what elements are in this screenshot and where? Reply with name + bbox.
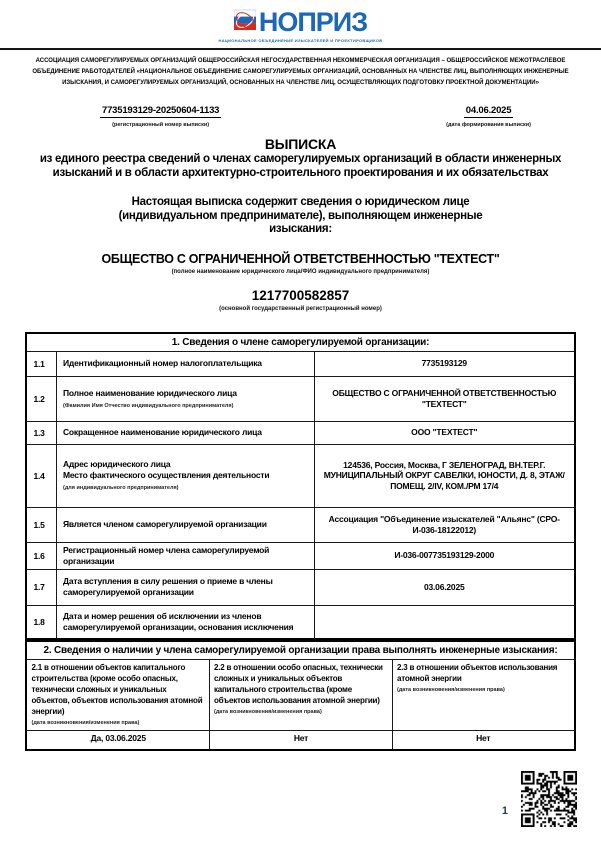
row-number: 1.8 — [26, 605, 56, 639]
extract-reg-number-caption: (регистрационный номер выписки) — [112, 122, 210, 128]
member-info-table — [25, 332, 575, 640]
subject-full-name-caption: (полное наименование юридического лица/ФИО индивидуального предпринимателя) — [171, 268, 430, 275]
row-value: ОБЩЕСТВО С ОГРАНИЧЕННОЙ ОТВЕТСТВЕННОСТЬЮ "ТЕХТЕСТ" — [314, 376, 574, 421]
row-number: 1.6 — [26, 542, 56, 569]
right-col-1 — [26, 659, 209, 730]
right-value: Нет — [209, 730, 392, 750]
section2-header: 2. Сведения о наличии у члена саморегулируемой организации права выполнять инженерные изыскания: — [26, 641, 574, 660]
qr-code — [521, 771, 577, 827]
row-number: 1.5 — [26, 507, 56, 542]
survey-rights-table — [25, 640, 575, 751]
right-caption: (дата возникновения/изменения права) — [396, 686, 505, 693]
table-row — [26, 376, 574, 421]
row-label: Регистрационный номер члена саморегулируемой организации — [56, 542, 314, 569]
row-value: 03.06.2025 — [314, 569, 574, 605]
row-label: Дата вступления в силу решения о приеме в члены саморегулируемой организации — [56, 569, 314, 605]
table-row — [26, 542, 574, 569]
noprz-logo — [0, 0, 601, 43]
extract-date-caption: (дата формирования выписки) — [446, 122, 531, 128]
row-number: 1.3 — [26, 421, 56, 444]
right-caption: (дата возникновения/изменения права) — [31, 719, 140, 726]
right-label: 2.1 в отношении объектов капитального строительства (кроме особо опасных, технически сложных и уникальных объектов, объектов использования атомной энергии) — [31, 662, 203, 716]
row-number: 1.1 — [26, 351, 56, 376]
row-label-text: Полное наименование юридического лица — [62, 387, 237, 398]
row-label — [56, 376, 314, 421]
row-number: 1.7 — [26, 569, 56, 605]
noprz-logo-text: НОПРИЗ — [258, 7, 368, 37]
intro-line2: (индивидуальном предпринимателе), выполняющем инженерные — [118, 209, 483, 222]
row-sublabel: (Фамилия Имя Отчество индивидуального предпринимателя) — [62, 402, 234, 409]
row-value — [314, 605, 574, 639]
page-number: 1 — [501, 805, 508, 817]
row-label: Идентификационный номер налогоплательщика — [56, 351, 314, 376]
row-sublabel: (для индивидуального предпринимателя) — [62, 485, 179, 491]
right-caption: (дата возникновения/изменения права) — [213, 708, 322, 715]
row-label: Дата и номер решения об исключении из членов саморегулируемой организации, основания исключения — [56, 605, 314, 639]
extract-meta-row — [0, 105, 601, 128]
right-label: 2.3 в отношении объектов использования атомной энергии — [396, 662, 558, 683]
section2-header-row — [26, 641, 574, 660]
row-value: Ассоциация "Объединение изыскателей "Альянс" (СРО-И-036-18122012) — [314, 507, 574, 542]
row-number: 1.4 — [26, 444, 56, 507]
table-row — [26, 421, 574, 444]
noprz-flag-icon — [234, 9, 256, 36]
table-row — [26, 507, 574, 542]
extract-reg-number: 7735193129-20250604-1133 — [102, 105, 220, 116]
row-label: Является членом саморегулируемой организации — [56, 507, 314, 542]
noprz-logo-tagline: НАЦИОНАЛЬНОЕ ОБЪЕДИНЕНИЕ ИЗЫСКАТЕЛЕЙ И ПРОЕКТИРОВЩИКОВ — [218, 38, 383, 43]
right-label: 2.2 в отношении особо опасных, технически сложных и уникальных объектов капитального строительства (кроме объектов использования атомной энергии) — [213, 662, 383, 705]
row-value: 124536, Россия, Москва, Г ЗЕЛЕНОГРАД, ВН.ТЕР.Г. МУНИЦИПАЛЬНЫЙ ОКРУГ САВЕЛКИ, ЮНОСТИ, Д. 8, ЭТАЖ/ПОМЕЩ. 2/IV, КОМ./РМ 17/4 — [314, 444, 574, 507]
intro-line3: изыскания: — [269, 223, 332, 235]
document-subtitle-line1: из единого реестра сведений о членах саморегулируемых организаций в области инженерных — [39, 153, 562, 165]
extract-date: 04.06.2025 — [465, 105, 512, 116]
right-value: Да, 03.06.2025 — [26, 730, 209, 750]
extract-reg-number-block — [100, 105, 221, 128]
table-row — [26, 605, 574, 639]
intro-line1: Настоящая выписка содержит сведения о юридическом лице — [131, 196, 470, 208]
rights-label-row — [26, 659, 574, 730]
row-value: 7735193129 — [314, 351, 574, 376]
table-row — [26, 569, 574, 605]
document-title: ВЫПИСКА — [264, 136, 337, 152]
right-col-2 — [209, 659, 392, 730]
subject-ogrn: 1217700582857 — [251, 287, 350, 303]
table-row — [26, 444, 574, 507]
extract-date-block — [446, 105, 531, 128]
intro-statement — [20, 196, 581, 237]
right-value: Нет — [392, 730, 574, 750]
header-divider — [0, 48, 601, 50]
section1-header-row — [26, 333, 574, 352]
table-row — [26, 351, 574, 376]
row-number: 1.2 — [26, 376, 56, 421]
subject-full-name: ОБЩЕСТВО С ОГРАНИЧЕННОЙ ОТВЕТСТВЕННОСТЬЮ "ТЕХТЕСТ" — [101, 251, 500, 266]
subject-ogrn-caption: (основной государственный регистрационный номер) — [219, 305, 382, 312]
association-full-name: АССОЦИАЦИЯ САМОРЕГУЛИРУЕМЫХ ОРГАНИЗАЦИЙ ОБЩЕРОССИЙСКАЯ НЕГОСУДАРСТВЕННАЯ НЕКОММЕРЧЕСКАЯ ОРГАНИЗАЦИЯ – ОБЩЕРОССИЙСКОЕ МЕЖОТРАСЛЕВОЕ ОБЪЕДИНЕНИЕ РАБОТОДАТЕЛЕЙ «НАЦИОНАЛЬНОЕ ОБЪЕДИНЕНИЕ САМОРЕГУЛИРУЕМЫХ ОРГАНИЗАЦИЙ, ОСНОВАННЫХ НА ЧЛЕНСТВЕ ЛИЦ, ВЫПОЛНЯЮЩИХ ИНЖЕНЕРНЫЕ ИЗЫСКАНИЯ, И САМОРЕГУЛИРУЕМЫХ ОРГАНИЗАЦИЙ, ОСНОВАННЫХ НА ЧЛЕНСТВЕ ЛИЦ, ОСУЩЕСТВЛЯЮЩИХ ПОДГОТОВКУ ПРОЕКТНОЙ ДОКУМЕНТАЦИИ» — [32, 58, 569, 86]
row-value: И-036-007735193129-2000 — [314, 542, 574, 569]
row-label-text2: Место фактического осуществления деятельности — [62, 470, 270, 480]
row-value: ООО "ТЕХТЕСТ" — [314, 421, 574, 444]
row-label — [56, 444, 314, 507]
document-subtitle — [20, 153, 581, 180]
section1-header: 1. Сведения о члене саморегулируемой организации: — [26, 333, 574, 352]
row-label-text: Адрес юридического лица — [62, 459, 171, 469]
rights-value-row — [26, 730, 574, 750]
document-subtitle-line2: изысканий и в области архитектурно-строительного проектирования и их обязательствах — [52, 166, 549, 179]
row-label: Сокращенное наименование юридического лица — [56, 421, 314, 444]
right-col-3 — [392, 659, 574, 730]
